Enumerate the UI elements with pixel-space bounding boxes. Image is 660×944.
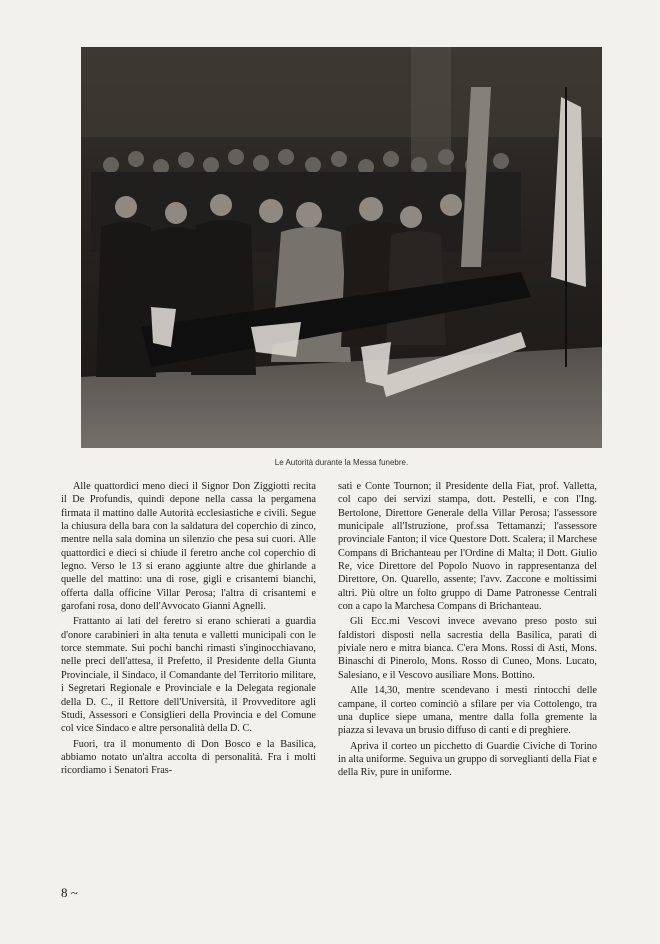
text-column-right — [338, 480, 597, 780]
paragraph: Alle 14,30, mentre scendevano i mesti rintocchi delle campane, il corteo cominciò a sfilare per via Cottolengo, tra una duplice siepe umana, mentre dalla folla gremente la piazza si levava un brusio diffuso di canti e di preghiere. — [338, 685, 597, 737]
page-number: 8 ~ — [61, 885, 78, 900]
paragraph: Fuori, tra il monumento di Don Bosco e la Basilica, abbiamo notato un'altra accolta di personalità. Fra i molti ricordiamo i Senatori Fras- — [61, 738, 316, 777]
paragraph: Gli Ecc.mi Vescovi invece avevano preso posto sui faldistori disposti nella sacrestia della Basilica, parati di piviale nero e mitra bianca. C'era Mons. Rossi di Asti, Mons. Binaschi di Pinerolo, Mons. Rosso di Cuneo, Mons. Lucato, Salesiano, e il Vescovo ausiliare Mons. Bottino. — [338, 616, 597, 681]
photo-illustration — [81, 47, 602, 448]
photo-caption: Le Autorità durante la Messa funebre. — [274, 458, 409, 467]
photo-authorities-funeral-mass — [81, 47, 602, 448]
paragraph: Frattanto ai lati del feretro si erano schierati a guardia d'onore carabinieri in alta tenuta e valletti municipali con le torce stemmate. Sui pochi banchi rimasti s'inginocchiavano, nelle preci dell'attesa, il Prefetto, il Presidente della Giunta Provinciale, il Sindaco, il Comandante del Territorio militare, i Segretari Regionale e Provinciale e la Delegata regionale della D. C., il Rettore dell'Università, il Provveditore agli Studi, Assessori e Consiglieri della Provincia e del Comune col vice Sindaco e altre personalità della D. C. — [61, 616, 316, 735]
paragraph: Apriva il corteo un picchetto di Guardie Civiche di Torino in alta uniforme. Seguiva un gruppo di sorveglianti della Fiat e della Riv, pure in uniforme. — [338, 740, 597, 779]
paragraph: Alle quattordici meno dieci il Signor Don Ziggiotti recita il De Profundis, quindi depone nella cassa la pergamena firmata il mattino dalle Autorità ecclesiastiche e civili. Segue la chiusura della bara con la saldatura del coperchio di zinco, mentre nella sala domina un silenzio che pesa sui cuori. Alle quattordici e dieci si chiude il feretro anche col coperchio di legno. Verso le 13 si erano aggiunte altre due ghirlande a quelle del mattino: una di rose, gigli e crisantemi bianchi, offerta dalla officine Villar Perosa; l'altra di crisantemi e garofani rosa, dono dell'Avvocato Gianni Agnelli. — [61, 481, 316, 613]
paragraph: sati e Conte Tournon; il Presidente della Fiat, prof. Valletta, col capo dei servizi stampa, dott. Pestelli, e con l'Ing. Bertolone, Direttore Generale della Villar Perosa; l'assessore municipale all'Istruzione, prof.ssa Tettamanzi; l'assessore provinciale Fanton; il vice Questore Dott. Scalera; il Marchese Compans di Brichanteau per l'Ordine di Malta; il Dott. Giulio Re, vice Direttore del Popolo Nuovo in rappresentanza del Direttore, On. Quarello, assente; l'avv. Zaccone e moltissimi altri. Più oltre un folto gruppo di Dame Patronesse Centrali con a capo la Marchesa Compans di Brichanteau. — [338, 481, 597, 613]
text-column-left — [61, 480, 316, 778]
